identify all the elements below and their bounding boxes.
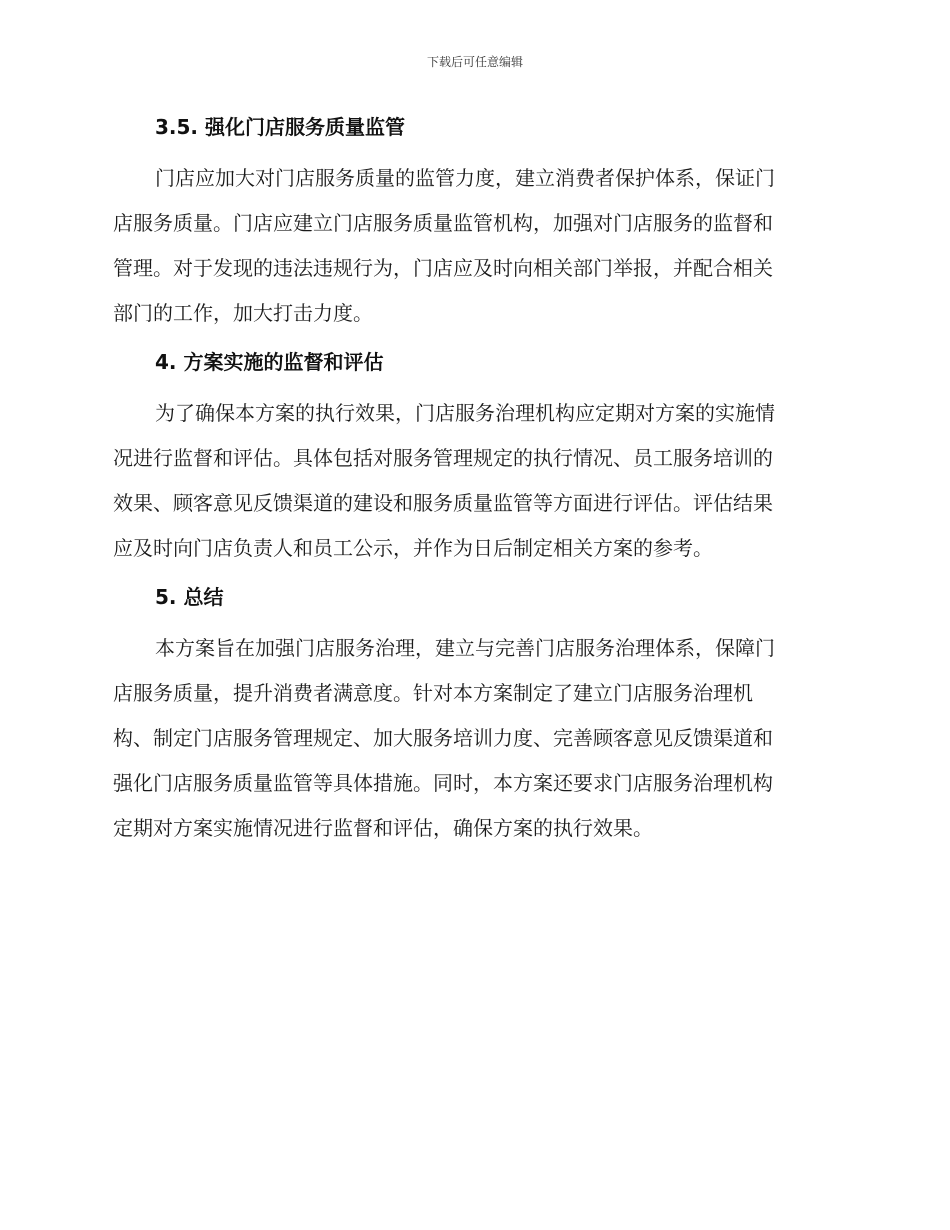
section-5 [113,580,835,851]
section-3-5 [113,110,835,336]
paragraph-line: 强化门店服务质量监管等具体措施。同时，本方案还要求门店服务治理机构 [113,771,773,795]
section-heading: 4. 方案实施的监督和评估 [155,350,384,374]
section-paragraph [113,156,835,336]
section-paragraph [113,391,835,571]
section-4 [113,345,835,571]
paragraph-line: 构、制定门店服务管理规定、加大服务培训力度、完善顾客意见反馈渠道和 [113,726,773,750]
paragraph-line: 效果、顾客意见反馈渠道的建设和服务质量监管等方面进行评估。评估结果 [113,491,773,515]
paragraph-line: 为了确保本方案的执行效果，门店服务治理机构应定期对方案的实施情 [155,401,775,425]
paragraph-line: 定期对方案实施情况进行监督和评估，确保方案的执行效果。 [113,816,653,840]
header-note: 下载后可任意编辑 [426,55,523,69]
paragraph-line: 店服务质量。门店应建立门店服务质量监管机构，加强对门店服务的监督和 [113,211,773,235]
paragraph-line: 本方案旨在加强门店服务治理，建立与完善门店服务治理体系，保障门 [155,636,775,660]
paragraph-line: 部门的工作，加大打击力度。 [113,301,373,325]
paragraph-line: 管理。对于发现的违法违规行为，门店应及时向相关部门举报，并配合相关 [113,256,773,280]
paragraph-line: 店服务质量，提升消费者满意度。针对本方案制定了建立门店服务治理机 [113,681,753,705]
document-body [113,110,835,860]
section-heading: 3.5. 强化门店服务质量监管 [155,115,405,139]
paragraph-line: 应及时向门店负责人和员工公示，并作为日后制定相关方案的参考。 [113,536,713,560]
section-heading: 5. 总结 [155,585,224,609]
paragraph-line: 况进行监督和评估。具体包括对服务管理规定的执行情况、员工服务培训的 [113,446,773,470]
section-paragraph [113,626,835,851]
paragraph-line: 门店应加大对门店服务质量的监管力度，建立消费者保护体系，保证门 [155,166,775,190]
